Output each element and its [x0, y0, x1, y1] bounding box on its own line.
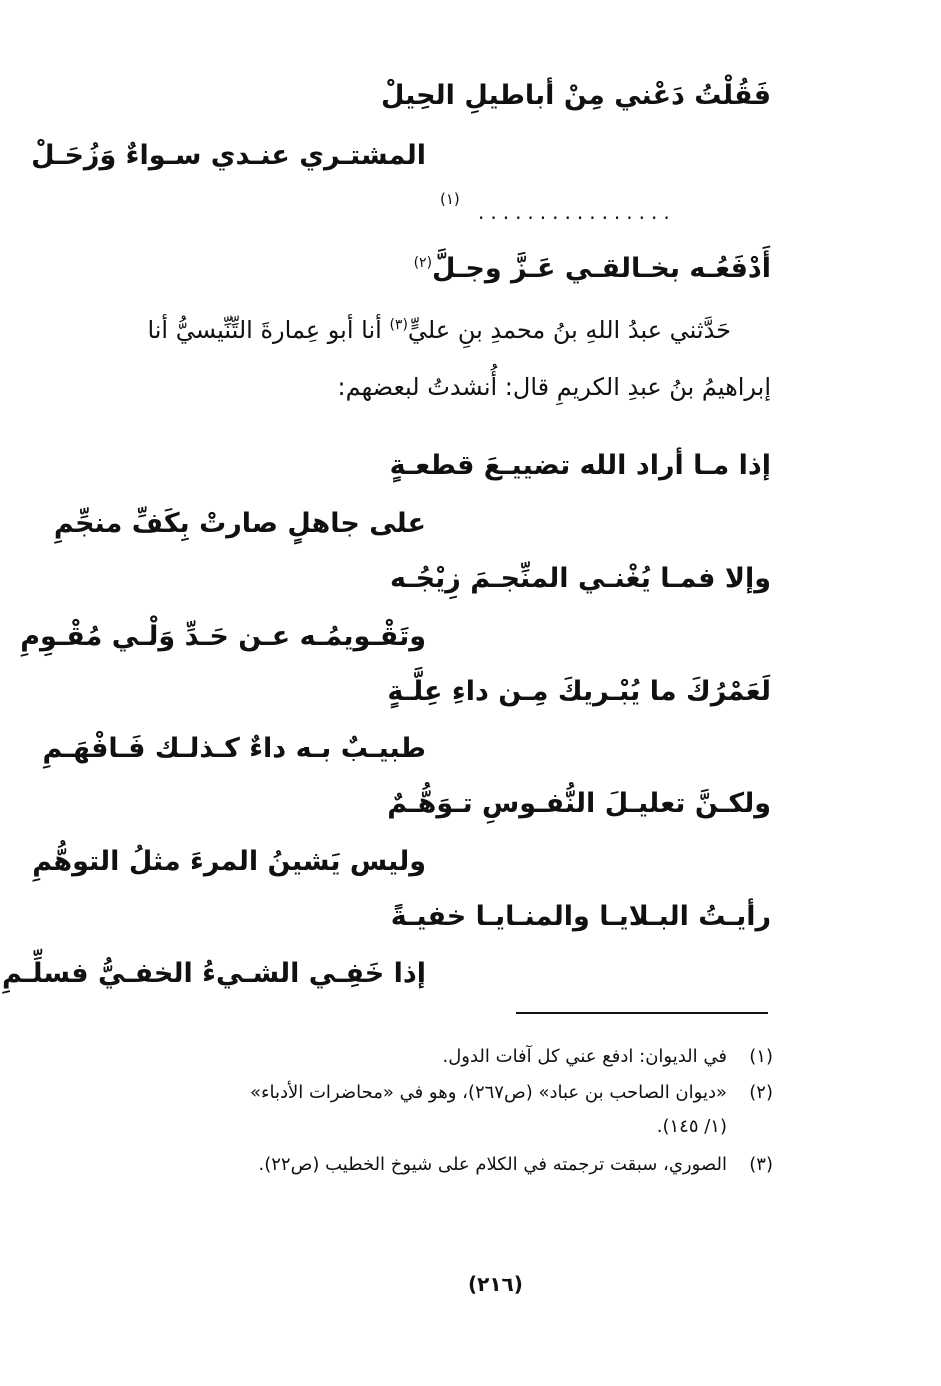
verse-line: رأيـتُ البـلايـا والمنـايـا خفيـةً	[390, 901, 771, 932]
verse-line: ولكـنَّ تعليـلَ النُّفـوسِ تـوَهُّـمٌ	[387, 788, 771, 819]
prose-text: أنا أبو عِمارةَ التِّنِّيسيُّ أنا	[147, 316, 382, 344]
verse-line: وإلا فمـا يُغْنـي المنِّجـمَ زِيْجُـه	[390, 563, 771, 594]
footnote-marker: (١)	[440, 190, 460, 208]
verse-text: أَدْفَعُـه بخـالقـي عَـزَّ وجـلَّ	[432, 253, 771, 284]
footnote-number: (٢)	[749, 1082, 773, 1103]
verse-line: على جاهلٍ صارتْ بِكَفِّ منجِّمِ	[53, 508, 426, 539]
footnote-text: «ديوان الصاحب بن عباد» (ص٢٦٧)، وهو في «محاضرات الأدباء»	[249, 1082, 727, 1103]
footnote	[250, 1084, 773, 1102]
footnote-number: (٣)	[749, 1154, 773, 1175]
footnote-text: الصوري، سبقت ترجمته في الكلام على شيوخ الخطيب (ص٢٢).	[258, 1154, 727, 1175]
prose-line: إبراهيمُ بنُ عبدِ الكريمِ قال: أُنشدتُ لبعضهم:	[337, 373, 771, 401]
footnote	[442, 1048, 773, 1066]
verse-line: وتَقْـويمُـه عـن حَـدِّ وَلْـي مُقْـوِمِ	[20, 621, 426, 652]
verse-line: فَقُلْتُ دَعْني مِنْ أباطيلِ الحِيلْ	[380, 80, 771, 111]
verse-line: وليس يَشينُ المرءَ مثلُ التوهُّمِ	[32, 846, 426, 877]
verse-line: طبيـبٌ بـه داءٌ كـذلـك فَـافْهَـمِ	[42, 733, 426, 764]
verse-line	[414, 255, 771, 282]
prose-text: حَدَّثني عبدُ اللهِ بنُ محمدِ بنِ عليٍّ	[407, 316, 731, 344]
verse-line: المشتـري عنـدي سـواءٌ وَزُحَـلْ	[31, 140, 426, 171]
footnote	[258, 1156, 773, 1174]
page-number: (٢١٦)	[468, 1272, 523, 1296]
verse-line: لَعَمْرُكَ ما يُبْـريكَ مِـن داءِ عِلَّـةٍ	[387, 676, 771, 707]
ellipsis-dots: ................	[478, 200, 676, 224]
verse-line: إذا خَفِـي الشـيءُ الخفـيُّ فسلِّـمِ	[1, 958, 426, 989]
footnote-separator	[516, 1012, 768, 1014]
verse-line: إذا مـا أراد الله تضييـعَ قطعـةٍ	[389, 450, 771, 481]
footnote-text: في الديوان: ادفع عني كل آفات الدول.	[442, 1046, 727, 1067]
prose-line	[147, 318, 731, 342]
footnote-text: (١/ ١٤٥).	[656, 1116, 727, 1137]
footnote-marker: (٣)	[389, 317, 408, 333]
footnote-marker: (٢)	[413, 255, 433, 271]
footnote-number: (١)	[749, 1046, 773, 1067]
footnote	[657, 1118, 773, 1136]
